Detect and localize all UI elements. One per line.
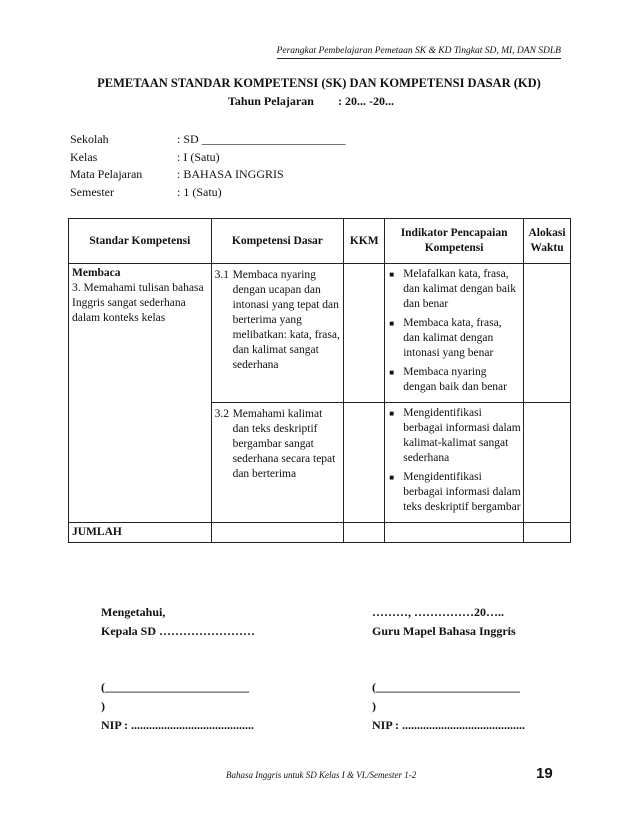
indicator-text: Membaca nyaring dengan baik dan benar xyxy=(403,366,507,393)
info-row-class xyxy=(70,149,346,167)
total-cell xyxy=(523,523,570,543)
sk-text: 3. Memahami tulisan bahasa Inggris sangat sederhana dalam konteks kelas xyxy=(72,282,204,324)
info-value: : BAHASA INGGRIS xyxy=(177,167,284,181)
info-row-semester xyxy=(70,184,346,202)
col-header-time: Alokasi Waktu xyxy=(523,219,570,264)
info-value: : 1 (Satu) xyxy=(177,184,222,199)
signature-line1: Mengetahui, xyxy=(101,605,166,619)
kd-number: 3.1 xyxy=(214,269,229,281)
info-label: Semester xyxy=(70,184,114,199)
info-value: : I (Satu) xyxy=(177,149,220,164)
academic-year-value: : 20... -20... xyxy=(338,94,394,108)
indicator-cell xyxy=(385,264,524,403)
square-bullet-icon: ■ xyxy=(389,270,395,279)
kd-number: 3.2 xyxy=(214,408,229,420)
total-cell xyxy=(211,523,344,543)
signature-role: Kepala SD …………………… xyxy=(101,624,256,638)
total-label: JUMLAH xyxy=(69,523,212,543)
square-bullet-icon: ■ xyxy=(389,409,395,418)
col-header-kkm: KKM xyxy=(344,219,385,264)
table-row xyxy=(69,264,571,403)
indicator-item xyxy=(389,406,521,466)
square-bullet-icon: ■ xyxy=(389,319,395,328)
col-header-indicator: Indikator Pencapaian Kompetensi xyxy=(385,219,524,264)
indicator-text: Melafalkan kata, frasa, dan kalimat dengan baik dan benar xyxy=(403,268,516,310)
indicator-item xyxy=(389,267,521,312)
signature-nip: NIP : ......................................... xyxy=(101,718,254,732)
square-bullet-icon: ■ xyxy=(389,473,395,482)
signature-nip: NIP : ......................................... xyxy=(372,718,525,732)
total-cell xyxy=(385,523,524,543)
info-label: Sekolah xyxy=(70,132,109,146)
academic-year-label: Tahun Pelajaran xyxy=(228,94,314,108)
info-label: Kelas xyxy=(70,149,98,164)
info-row-subject xyxy=(70,166,346,184)
info-value: : SD ________________________ xyxy=(177,132,346,146)
info-row-school xyxy=(70,131,346,149)
signature-name-line: (________________________ xyxy=(372,680,520,694)
square-bullet-icon: ■ xyxy=(389,368,395,377)
competency-table xyxy=(68,218,571,543)
indicator-item xyxy=(389,365,521,395)
school-info xyxy=(70,131,346,201)
signature-line1: ………, ……………20….. xyxy=(372,605,504,619)
kd-text: Memahami kalimat dan teks deskriptif bergambar sangat sederhana secara tepat dan berterima xyxy=(232,408,336,480)
col-header-sk: Standar Kompetensi xyxy=(69,219,212,264)
kd-cell xyxy=(211,403,344,523)
indicator-item xyxy=(389,470,521,515)
info-label: Mata Pelajaran xyxy=(70,167,143,181)
kkm-cell xyxy=(344,264,385,403)
time-cell xyxy=(523,403,570,523)
kd-text: Membaca nyaring dengan ucapan dan intonasi yang tepat dan berterima yang melibatkan: kata, frasa, dan kalimat sangat sederhana xyxy=(232,269,340,371)
time-cell xyxy=(523,264,570,403)
total-cell xyxy=(344,523,385,543)
table-header-row xyxy=(69,219,571,264)
indicator-text: Mengidentifikasi berbagai informasi dalam teks deskriptif bergambar xyxy=(403,471,521,513)
indicator-text: Mengidentifikasi berbagai informasi dalam kalimat-kalimat sangat sederhana xyxy=(403,407,521,464)
indicator-item xyxy=(389,316,521,361)
page-number: 19 xyxy=(536,765,553,782)
sk-heading: Membaca xyxy=(72,267,121,279)
academic-year xyxy=(228,94,394,109)
signature-left xyxy=(101,603,255,735)
signature-name-line: (________________________ xyxy=(101,680,249,694)
kd-cell xyxy=(211,264,344,403)
table-total-row xyxy=(69,523,571,543)
signature-name-close: ) xyxy=(101,699,105,713)
signature-role: Guru Mapel Bahasa Inggris xyxy=(372,624,516,638)
col-header-kd: Kompetensi Dasar xyxy=(211,219,344,264)
running-header: Perangkat Pembelajaran Pemetaan SK & KD Tingkat SD, MI, DAN SDLB xyxy=(277,46,561,59)
running-footer: Bahasa Inggris untuk SD Kelas I & VI./Semester 1-2 xyxy=(226,770,417,780)
kkm-cell xyxy=(344,403,385,523)
document-title: PEMETAAN STANDAR KOMPETENSI (SK) DAN KOMPETENSI DASAR (KD) xyxy=(97,76,541,90)
indicator-cell xyxy=(385,403,524,523)
signature-name-close: ) xyxy=(372,699,376,713)
indicator-text: Membaca kata, frasa, dan kalimat dengan intonasi yang benar xyxy=(403,317,502,359)
signature-right xyxy=(372,603,525,735)
sk-cell xyxy=(69,264,212,523)
